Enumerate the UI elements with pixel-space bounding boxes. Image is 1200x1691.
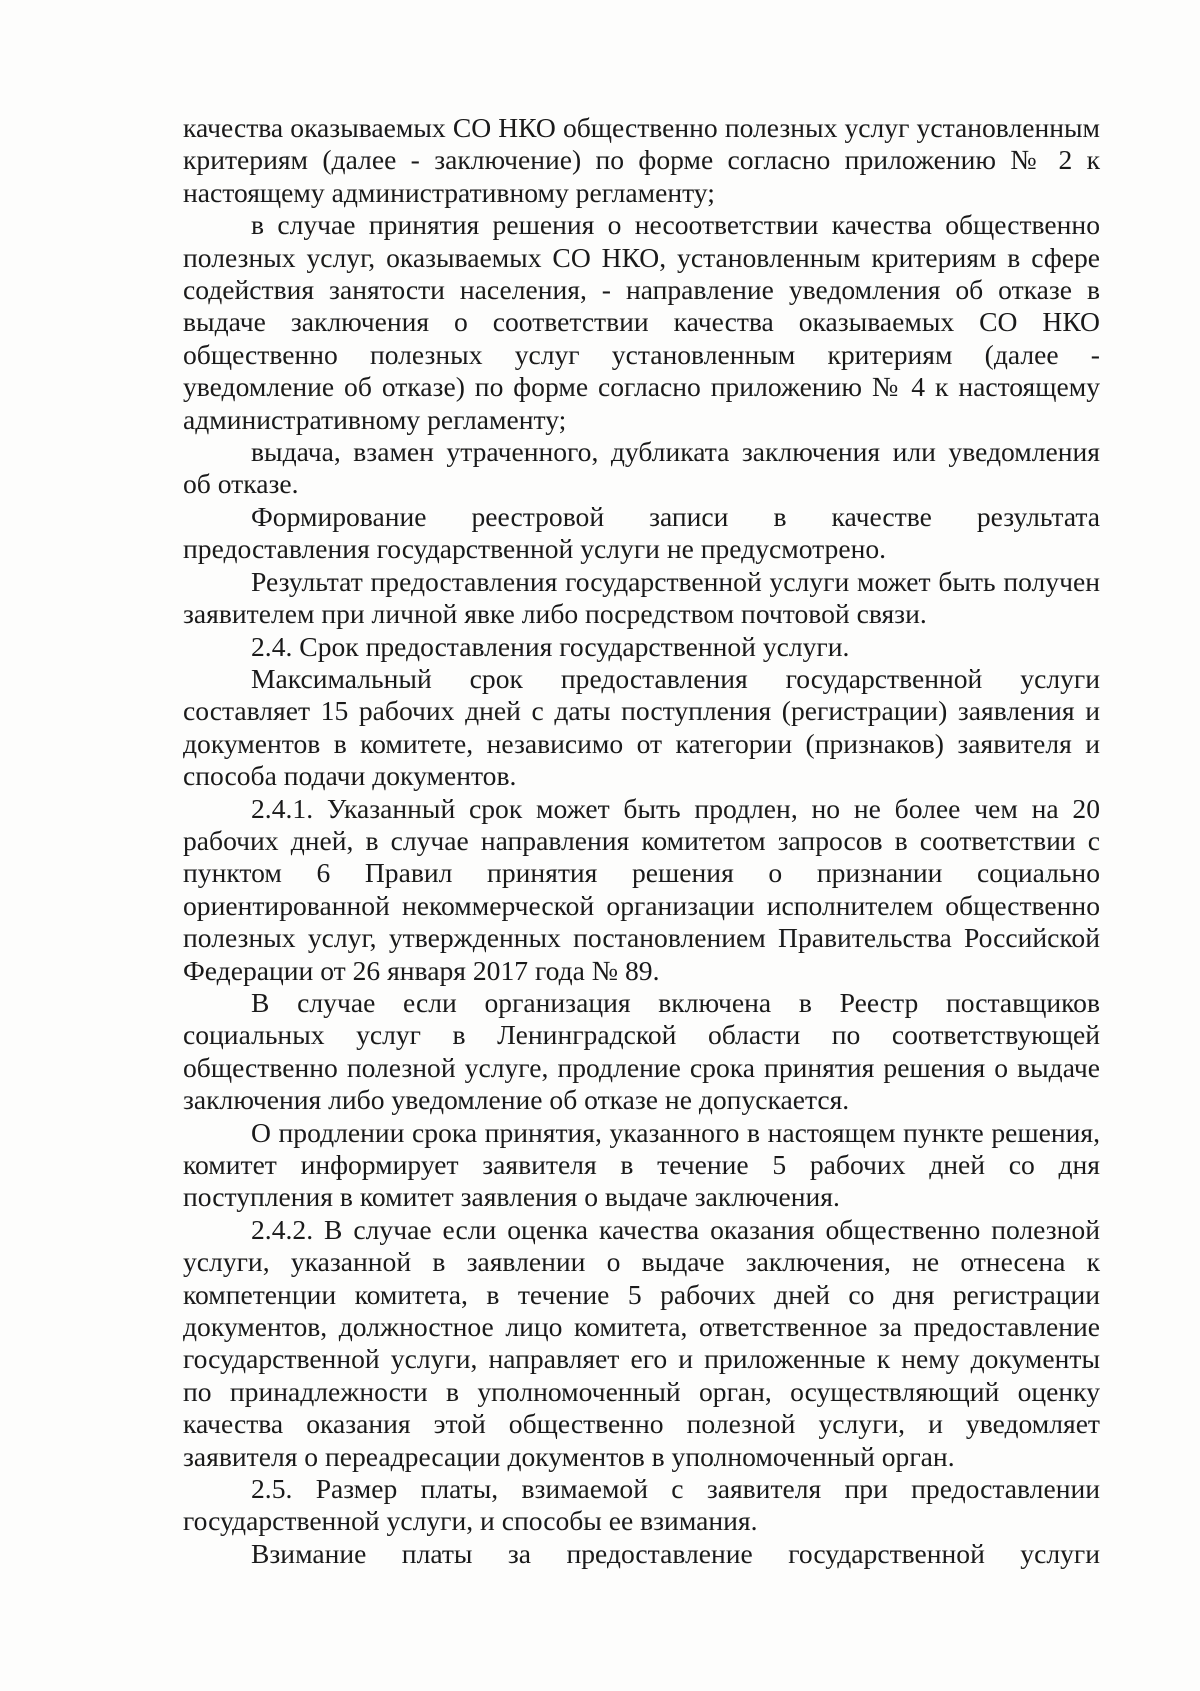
paragraph-duplicate-issue: выдача, взамен утраченного, дубликата заключения или уведомления об отказе. — [183, 436, 1100, 500]
paragraph-2-4-1-extension: 2.4.1. Указанный срок может быть продлен, но не более чем на 20 рабочих дней, в случае направления комитетом запросов в соответствии с пунктом 6 Правил принятия решения о признании социально ориентированной некоммерческой организации исполнителем общественно полезных услуг, утвержденных постановлением Правительства Российской Федерации от 26 января 2017 года № 89. — [183, 792, 1100, 986]
section-heading-2-5: 2.5. Размер платы, взимаемой с заявителя при предоставлении государственной услуги, и способы ее взимания. — [183, 1473, 1100, 1537]
paragraph-registry-record: Формирование реестровой записи в качестве результата предоставления государственной услуги не предусмотрено. — [183, 500, 1100, 565]
document-body — [183, 112, 1100, 1570]
paragraph-refusal-notice: в случае принятия решения о несоответствии качества общественно полезных услуг, оказываемых СО НКО, установленным критериям в сфере содействия занятости населения, - направление уведомления об отказе в выдаче заключения о соответствии качества оказываемых СО НКО общественно полезных услуг установленным критериям (далее - уведомление об отказе) по форме согласно приложению № 4 к настоящему административному регламенту; — [183, 209, 1100, 435]
paragraph-conclusion-continuation: качества оказываемых СО НКО общественно полезных услуг установленным критериям (далее - заключение) по форме согласно приложению № 2 к настоящему административному регламенту; — [183, 112, 1100, 208]
paragraph-fee-start: Взимание платы за предоставление государственной услуги — [251, 1537, 1100, 1569]
paragraph-registry-exception: В случае если организация включена в Реестр поставщиков социальных услуг в Ленинградской области по соответствующей общественно полезной услуге, продление срока принятия решения о выдаче заключения либо уведомление об отказе не допускается. — [183, 986, 1100, 1116]
paragraph-result-delivery: Результат предоставления государственной услуги может быть получен заявителем при личной явке либо посредством почтовой связи. — [183, 565, 1100, 630]
section-heading-2-4: 2.4. Срок предоставления государственной услуги. — [251, 630, 850, 662]
paragraph-max-term: Максимальный срок предоставления государственной услуги составляет 15 рабочих дней с даты поступления (регистрации) заявления и документов в комитете, независимо от категории (признаков) заявителя и способа подачи документов. — [183, 662, 1100, 792]
paragraph-2-4-2-redirect: 2.4.2. В случае если оценка качества оказания общественно полезной услуги, указанной в заявлении о выдаче заключения, не отнесена к компетенции комитета, в течение 5 рабочих дней со дня регистрации документов, должностное лицо комитета, ответственное за предоставление государственной услуги, направляет его и приложенные к нему документы по принадлежности в уполномоченный орган, осуществляющий оценку качества оказания этой общественно полезной услуги, и уведомляет заявителя о переадресации документов в уполномоченный орган. — [183, 1213, 1100, 1472]
paragraph-extension-notice: О продлении срока принятия, указанного в настоящем пункте решения, комитет информирует заявителя в течение 5 рабочих дней со дня поступления в комитет заявления о выдаче заключения. — [183, 1116, 1100, 1213]
